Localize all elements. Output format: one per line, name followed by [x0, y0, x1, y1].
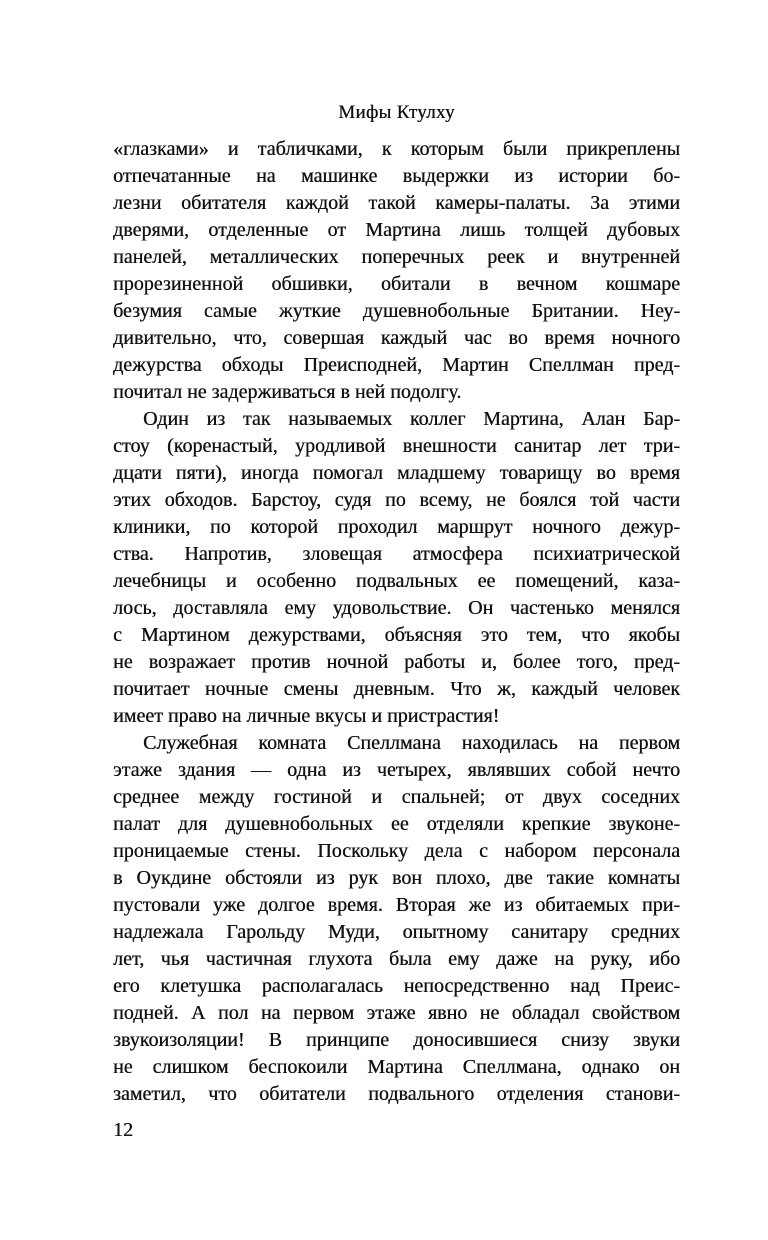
text-line: среднее между гостиной и спальней; от двух соседних	[113, 786, 680, 808]
text-line: заметил, что обитатели подвального отделения станови-	[113, 1083, 680, 1105]
text-line: не слишком беспокоили Мартина Спеллмана, однако он	[113, 1056, 680, 1078]
text-line: Служебная комната Спеллмана находилась на первом	[143, 732, 680, 754]
text-line: лет, чья частичная глухота была ему даже на руку, ибо	[113, 948, 680, 970]
text-line: с Мартином дежурствами, объясняя это тем, что якобы	[113, 624, 680, 646]
text-line: почитает ночные смены дневным. Что ж, каждый человек	[113, 678, 680, 700]
text-line: ства. Напротив, зловещая атмосфера психиатрической	[113, 543, 680, 565]
paragraph	[113, 406, 680, 730]
text-line: дивительно, что, совершая каждый час во время ночного	[113, 327, 680, 349]
text-line: безумия самые жуткие душевнобольные Британии. Неу-	[113, 300, 680, 322]
text-line: палат для душевнобольных ее отделяли крепкие звуконе-	[113, 813, 680, 835]
text-line: звукоизоляции! В принципе доносившиеся снизу звуки	[113, 1029, 680, 1051]
text-line: надлежала Гарольду Муди, опытному санитару средних	[113, 921, 680, 943]
text-line: в Оукдине обстояли из рук вон плохо, две такие комнаты	[113, 867, 680, 889]
text-line: прорезиненной обшивки, обитали в вечном кошмаре	[113, 273, 680, 295]
text-line: «глазками» и табличками, к которым были прикреплены	[113, 138, 680, 160]
text-line: этаже здания — одна из четырех, являвших собой нечто	[113, 759, 680, 781]
text-line: панелей, металлических поперечных реек и внутренней	[113, 246, 680, 268]
text-line: не возражает против ночной работы и, более того, пред-	[113, 651, 680, 673]
text-line: клиники, по которой проходил маршрут ночного дежур-	[113, 516, 680, 538]
text-line: этих обходов. Барстоу, судя по всему, не боялся той части	[113, 489, 680, 511]
text-line: проницаемые стены. Поскольку дела с набором персонала	[113, 840, 680, 862]
text-line: его клетушка располагалась непосредственно над Преис-	[113, 975, 680, 997]
text-line: отпечатанные на машинке выдержки из истории бо-	[113, 165, 680, 187]
text-line: пустовали уже долгое время. Вторая же из обитаемых при-	[113, 894, 680, 916]
text-line: дверями, отделенные от Мартина лишь толщей дубовых	[113, 219, 680, 241]
text-line: Один из так называемых коллег Мартина, Алан Бар-	[143, 408, 680, 430]
body-text	[113, 136, 680, 1108]
text-line: стоу (коренастый, уродливой внешности санитар лет три-	[113, 435, 680, 457]
running-header: Мифы Ктулху	[338, 102, 455, 123]
text-line: лось, доставляла ему удовольствие. Он частенько менялся	[113, 597, 680, 619]
text-line: дежурства обходы Преисподней, Мартин Спеллман пред-	[113, 354, 680, 376]
text-line: дцати пяти), иногда помогал младшему товарищу во время	[113, 462, 680, 484]
text-line: лечебницы и особенно подвальных ее помещений, каза-	[113, 570, 680, 592]
text-block	[113, 101, 680, 1144]
page-number: 12	[113, 1119, 133, 1141]
text-line: подней. А пол на первом этаже явно не обладал свойством	[113, 1002, 680, 1024]
paragraph	[113, 136, 680, 406]
text-line: почитал не задерживаться в ней подолгу.	[113, 381, 462, 403]
paragraph	[113, 730, 680, 1108]
text-line: лезни обитателя каждой такой камеры-палаты. За этими	[113, 192, 680, 214]
text-line: имеет право на личные вкусы и пристрастия!	[113, 705, 500, 727]
